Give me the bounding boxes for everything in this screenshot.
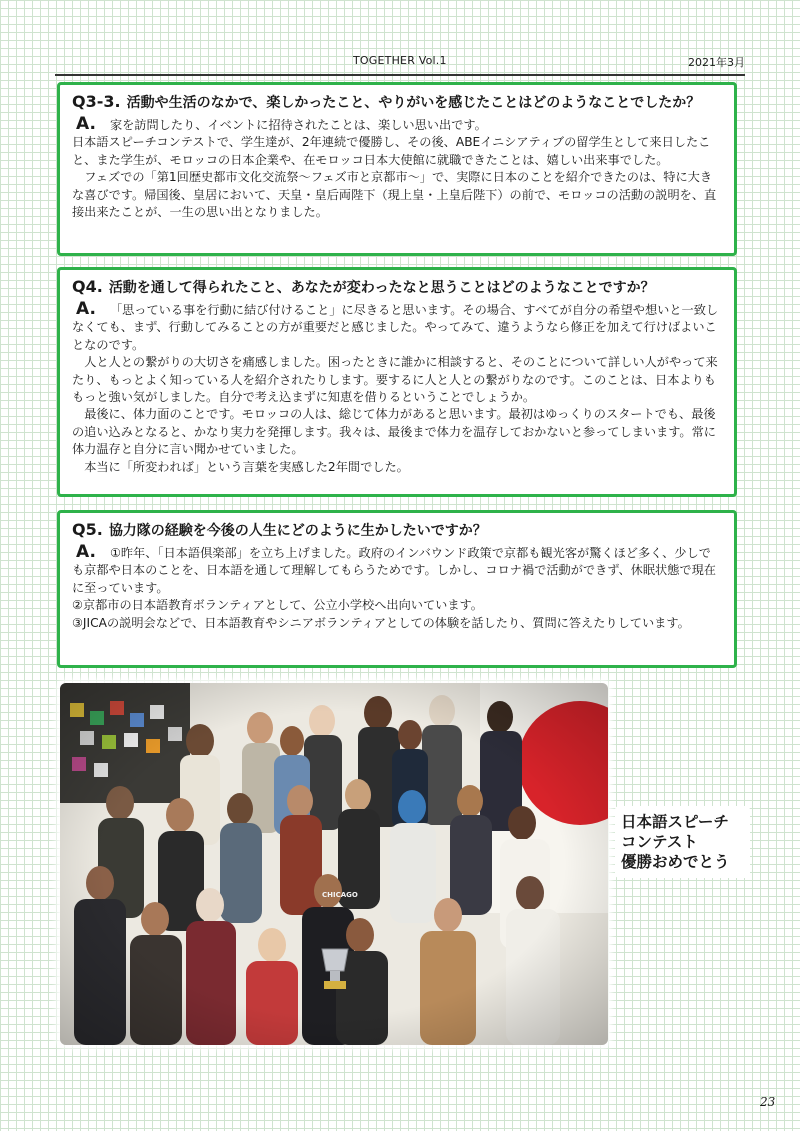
- q4-answer-p3: 最後に、体力面のことです。モロッコの人は、総じて体力があると思います。最初はゆっくりのスタートでも、最後の追い込みとなると、かなり実力を発揮します。我々は、最後まで体力を温存しておかないと参ってしまいます。常に体力温存と自分に言い聞かせていました。: [72, 407, 716, 457]
- q3-3-number: Q3-3.: [72, 92, 121, 111]
- issue-title: TOGETHER Vol.1: [353, 54, 447, 67]
- q5-question: [72, 520, 722, 541]
- page-header: [55, 52, 745, 76]
- group-photo: [60, 683, 608, 1045]
- answer-label: A.: [76, 542, 96, 562]
- caption-line-2: コンテスト: [621, 833, 698, 851]
- answer-label: A.: [76, 114, 96, 134]
- q5-answer-p3: ③JICAの説明会などで、日本語教育やシニアボランティアとしての体験を話したり、質問に答えたりしています。: [72, 615, 690, 630]
- q4-question: [72, 277, 722, 298]
- q3-3-answer: [72, 116, 722, 221]
- issue-date: 2021年3月: [688, 56, 745, 69]
- q4-question-text: 活動を通して得られたこと、あなたが変わったなと思うことはどのようなことですか？: [108, 280, 655, 296]
- caption-line-1: 日本語スピーチ: [621, 813, 729, 831]
- q4-answer: [72, 301, 722, 476]
- q5-number: Q5.: [72, 520, 103, 539]
- q3-3-question-text: 活動や生活のなかで、楽しかったこと、やりがいを感じたことはどのようなことでしたか？: [126, 95, 701, 111]
- q3-3-answer-p1: 家を訪問したり、イベントに招待されたことは、楽しい思い出です。: [109, 118, 487, 132]
- photo-caption: [615, 806, 750, 878]
- q4-number: Q4.: [72, 277, 103, 296]
- q4-answer-p2: 人と人との繋がりの大切さを痛感しました。困ったときに誰かに相談すると、そのことについて詳しい人がやって来たり、もっとよく知っている人を紹介されたりします。要するに人と人との繋がりなのです。このことは、日本よりももっと強い気がしました。自分で考え込まずに知恵を借りるということでしょうか。: [72, 355, 718, 405]
- group-photo-icon: [60, 683, 608, 1045]
- q5-answer: [72, 544, 722, 632]
- q3-3-question: [72, 92, 722, 113]
- q5-box: [57, 510, 737, 668]
- q5-answer-p2: ②京都市の日本語教育ボランティアとして、公立小学校へ出向いています。: [72, 598, 483, 613]
- q3-3-answer-p3: フェズでの「第1回歴史都市文化交流祭～フェズ市と京都市～」で、実際に日本のことを紹介できたのは、特に大きな喜びです。帰国後、皇居において、天皇・皇后両陛下（現上皇・上皇后陛下）の前で、モロッコの活動の説明を、直接出来たことが、一生の思い出となりました。: [72, 170, 717, 220]
- q4-box: [57, 267, 737, 497]
- page-number: 23: [760, 1095, 776, 1109]
- q5-question-text: 協力隊の経験を今後の人生にどのように生かしたいですか？: [108, 523, 487, 539]
- q5-answer-p1: ①昨年、「日本語倶楽部」を立ち上げました。政府のインバウンド政策で京都も観光客が驚くほど多く、少しでも京都や日本のことを、日本語を通して理解してもらうためです。しかし、コロナ禍で活動ができず、休眠状態で現在に至っています。: [72, 546, 716, 595]
- answer-label: A.: [76, 299, 96, 319]
- q3-3-answer-p2: 日本語スピーチコンテストで、学生達が、2年連続で優勝し、その後、ABEイニシアティブの留学生として来日したこと、また学生が、モロッコの日本企業や、在モロッコ日本大使館に就職できたことは、嬉しい出来事でした。: [72, 135, 711, 167]
- q3-3-box: [57, 82, 737, 256]
- q4-answer-p4: 本当に「所変われば」という言葉を実感した2年間でした。: [84, 459, 409, 474]
- caption-line-3: 優勝おめでとう: [621, 853, 730, 871]
- q4-answer-p1: 「思っている事を行動に結び付けること」に尽きると思います。その場合、すべてが自分の希望や想いと一致しなくても、まず、行動してみることの方が重要だと感じました。やってみて、違うようなら修正を加えて行けばよいことなのです。: [72, 303, 719, 352]
